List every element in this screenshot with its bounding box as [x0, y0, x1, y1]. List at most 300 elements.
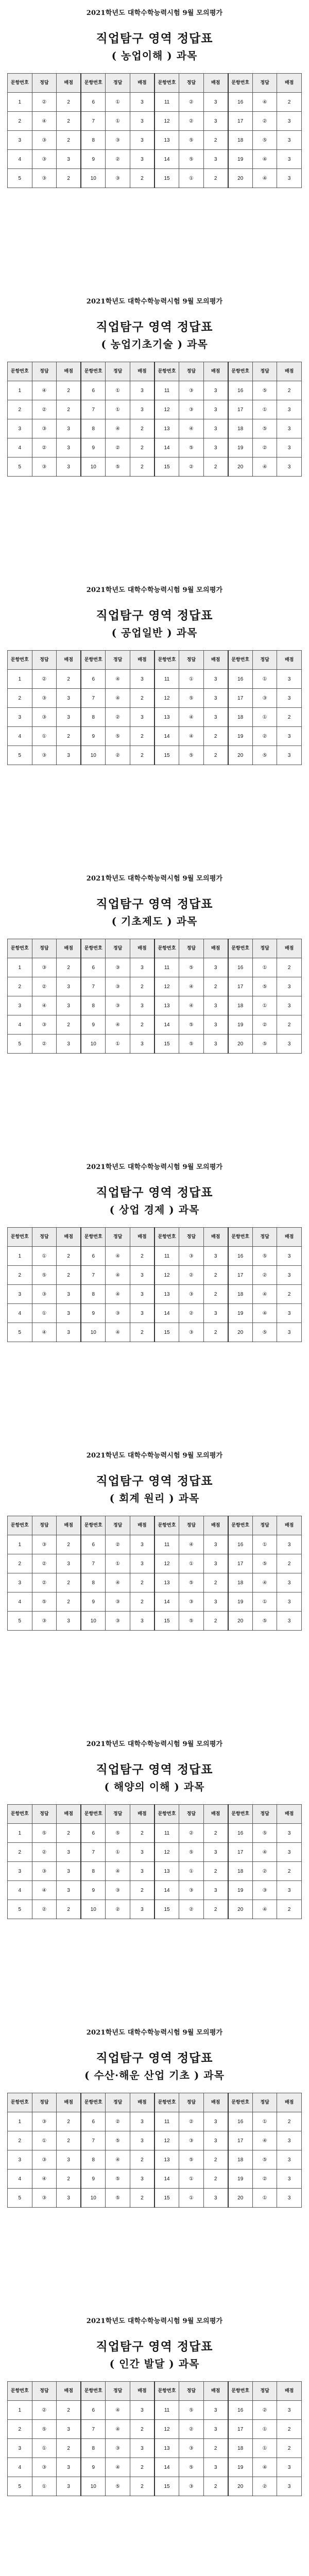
- answer-cell: ②: [179, 93, 204, 112]
- question-number: 17: [228, 977, 253, 996]
- points-cell: 2: [57, 958, 81, 977]
- answer-cell: ②: [179, 2112, 204, 2131]
- header-ans: 정답: [32, 1228, 57, 1247]
- question-number: 17: [228, 112, 253, 131]
- points-cell: 3: [57, 1304, 81, 1323]
- header-pts: 배점: [203, 1805, 228, 1824]
- header-pts: 배점: [203, 74, 228, 93]
- points-cell: 3: [57, 419, 81, 438]
- answer-cell: ⑤: [106, 457, 130, 477]
- table-row: [8, 2189, 302, 2208]
- header-pts: 배점: [57, 651, 81, 670]
- header-pts: 배점: [277, 2382, 302, 2401]
- question-number: 5: [8, 457, 32, 477]
- question-number: 4: [8, 2170, 32, 2189]
- question-number: 14: [154, 1304, 179, 1323]
- section-title: 직업탐구 영역 정답표: [96, 608, 213, 622]
- points-cell: 2: [277, 1900, 302, 1919]
- exam-name: 2021학년도 대학수학능력시험 9월 모의평가: [86, 1452, 223, 1460]
- question-number: 17: [228, 400, 253, 419]
- answer-cell: ③: [106, 131, 130, 150]
- answer-cell: ②: [106, 746, 130, 765]
- table-row: [8, 2477, 302, 2496]
- points-cell: 2: [130, 1573, 154, 1592]
- points-cell: 2: [57, 112, 81, 131]
- answer-cell: ④: [252, 1285, 277, 1304]
- header-num: 문항번호: [228, 651, 253, 670]
- answer-cell: ②: [106, 150, 130, 169]
- table-row: [8, 131, 302, 150]
- answer-cell: ①: [252, 1535, 277, 1554]
- points-cell: 3: [277, 2189, 302, 2208]
- section-title: 직업탐구 영역 정답표: [96, 1185, 213, 1199]
- answer-section: [0, 577, 309, 866]
- question-number: 13: [154, 708, 179, 727]
- points-cell: 3: [130, 400, 154, 419]
- points-cell: 3: [277, 457, 302, 477]
- points-cell: 3: [277, 131, 302, 150]
- question-number: 1: [8, 1824, 32, 1843]
- points-cell: 2: [57, 1015, 81, 1035]
- header-pts: 배점: [57, 74, 81, 93]
- exam-name: 2021학년도 대학수학능력시험 9월 모의평가: [86, 1740, 223, 1748]
- header-num: 문항번호: [228, 2093, 253, 2112]
- answer-cell: ③: [32, 1612, 57, 1631]
- question-number: 11: [154, 93, 179, 112]
- question-number: 2: [8, 400, 32, 419]
- points-cell: 3: [277, 1266, 302, 1285]
- header-num: 문항번호: [228, 939, 253, 958]
- question-number: 2: [8, 1554, 32, 1573]
- question-number: 4: [8, 438, 32, 457]
- header-pts: 배점: [130, 1805, 154, 1824]
- points-cell: 2: [277, 381, 302, 400]
- answer-section: [0, 866, 309, 1154]
- answer-cell: ①: [252, 2420, 277, 2439]
- exam-name: 2021학년도 대학수학능력시험 9월 모의평가: [86, 875, 223, 883]
- question-number: 13: [154, 2150, 179, 2170]
- header-num: 문항번호: [8, 362, 32, 381]
- header-num: 문항번호: [8, 939, 32, 958]
- table-row: [8, 112, 302, 131]
- points-cell: 3: [203, 958, 228, 977]
- header-ans: 정답: [106, 74, 130, 93]
- answer-section: [0, 1154, 309, 1443]
- header-ans: 정답: [252, 2382, 277, 2401]
- table-row: [8, 2458, 302, 2477]
- answer-cell: ②: [252, 2477, 277, 2496]
- points-cell: 2: [203, 2170, 228, 2189]
- header-ans: 정답: [32, 1516, 57, 1535]
- subject-name: ( 농업이해 ) 과목: [111, 49, 198, 62]
- points-cell: 3: [277, 1573, 302, 1592]
- question-number: 2: [8, 1843, 32, 1862]
- answer-cell: ①: [179, 2170, 204, 2189]
- question-number: 8: [81, 1285, 106, 1304]
- points-cell: 3: [130, 2170, 154, 2189]
- question-number: 10: [81, 1612, 106, 1631]
- header-ans: 정답: [106, 2382, 130, 2401]
- header-pts: 배점: [130, 2382, 154, 2401]
- answer-cell: ⑤: [252, 1323, 277, 1342]
- question-number: 5: [8, 1900, 32, 1919]
- header-ans: 정답: [32, 651, 57, 670]
- points-cell: 2: [277, 2112, 302, 2131]
- table-row: [8, 457, 302, 477]
- answer-cell: ③: [106, 169, 130, 188]
- question-number: 19: [228, 1015, 253, 1035]
- question-number: 10: [81, 2189, 106, 2208]
- answer-cell: ①: [106, 93, 130, 112]
- table-row: [8, 1900, 302, 1919]
- header-pts: 배점: [57, 939, 81, 958]
- answer-cell: ④: [179, 727, 204, 746]
- header-num: 문항번호: [8, 1805, 32, 1824]
- question-number: 15: [154, 2189, 179, 2208]
- points-cell: 3: [277, 169, 302, 188]
- points-cell: 3: [277, 1612, 302, 1631]
- question-number: 17: [228, 1843, 253, 1862]
- answer-cell: ④: [106, 2401, 130, 2420]
- answer-cell: ④: [106, 2458, 130, 2477]
- answer-cell: ⑤: [252, 1247, 277, 1266]
- question-number: 15: [154, 457, 179, 477]
- answer-cell: ④: [106, 2420, 130, 2439]
- table-row: [8, 169, 302, 188]
- answer-cell: ②: [32, 1573, 57, 1592]
- answer-cell: ①: [179, 2189, 204, 2208]
- points-cell: 3: [277, 2401, 302, 2420]
- points-cell: 2: [277, 708, 302, 727]
- question-number: 14: [154, 2170, 179, 2189]
- points-cell: 3: [130, 996, 154, 1015]
- answer-cell: ③: [106, 1612, 130, 1631]
- points-cell: 3: [203, 93, 228, 112]
- answer-cell: ④: [106, 1573, 130, 1592]
- points-cell: 2: [130, 1247, 154, 1266]
- points-cell: 3: [277, 1881, 302, 1900]
- answer-cell: ②: [32, 400, 57, 419]
- header-ans: 정답: [179, 651, 204, 670]
- question-number: 15: [154, 169, 179, 188]
- question-number: 11: [154, 670, 179, 689]
- header-pts: 배점: [203, 2382, 228, 2401]
- header-ans: 정답: [252, 1805, 277, 1824]
- table-row: [8, 1323, 302, 1342]
- answer-table: [7, 362, 302, 477]
- answer-section: [0, 1443, 309, 1731]
- header-pts: 배점: [57, 2382, 81, 2401]
- answer-cell: ⑤: [179, 1612, 204, 1631]
- points-cell: 3: [130, 93, 154, 112]
- header-ans: 정답: [106, 939, 130, 958]
- question-number: 6: [81, 670, 106, 689]
- answer-table: [7, 2093, 302, 2208]
- points-cell: 2: [277, 2420, 302, 2439]
- table-row: [8, 93, 302, 112]
- answer-section: [0, 1731, 309, 2020]
- question-number: 17: [228, 2131, 253, 2150]
- header-pts: 배점: [203, 362, 228, 381]
- points-cell: 3: [203, 2189, 228, 2208]
- points-cell: 3: [277, 1535, 302, 1554]
- question-number: 8: [81, 1573, 106, 1592]
- question-number: 4: [8, 150, 32, 169]
- question-number: 7: [81, 1266, 106, 1285]
- points-cell: 3: [57, 977, 81, 996]
- points-cell: 2: [203, 727, 228, 746]
- question-number: 13: [154, 1573, 179, 1592]
- question-number: 16: [228, 958, 253, 977]
- question-number: 17: [228, 689, 253, 708]
- answer-cell: ①: [32, 727, 57, 746]
- answer-cell: ②: [252, 1862, 277, 1881]
- question-number: 14: [154, 438, 179, 457]
- answer-cell: ⑤: [32, 1824, 57, 1843]
- answer-cell: ③: [32, 2189, 57, 2208]
- header-num: 문항번호: [8, 1516, 32, 1535]
- question-number: 3: [8, 131, 32, 150]
- answer-cell: ③: [106, 958, 130, 977]
- header-pts: 배점: [203, 939, 228, 958]
- points-cell: 3: [130, 1900, 154, 1919]
- question-number: 19: [228, 2458, 253, 2477]
- points-cell: 3: [203, 996, 228, 1015]
- table-row: [8, 746, 302, 765]
- points-cell: 2: [57, 2170, 81, 2189]
- answer-cell: ⑤: [252, 977, 277, 996]
- header-num: 문항번호: [154, 362, 179, 381]
- question-number: 4: [8, 1592, 32, 1612]
- answer-cell: ③: [32, 1285, 57, 1304]
- points-cell: 2: [130, 689, 154, 708]
- question-number: 12: [154, 400, 179, 419]
- question-number: 8: [81, 2439, 106, 2458]
- question-number: 8: [81, 708, 106, 727]
- question-number: 9: [81, 1015, 106, 1035]
- points-cell: 2: [130, 1015, 154, 1035]
- points-cell: 3: [277, 1247, 302, 1266]
- points-cell: 3: [277, 727, 302, 746]
- points-cell: 3: [130, 670, 154, 689]
- header-pts: 배점: [130, 362, 154, 381]
- table-row: [8, 2420, 302, 2439]
- answer-cell: ①: [106, 381, 130, 400]
- question-number: 8: [81, 996, 106, 1015]
- question-number: 19: [228, 727, 253, 746]
- question-number: 8: [81, 131, 106, 150]
- points-cell: 3: [57, 1862, 81, 1881]
- points-cell: 3: [203, 1843, 228, 1862]
- points-cell: 2: [130, 438, 154, 457]
- question-number: 12: [154, 689, 179, 708]
- points-cell: 3: [57, 457, 81, 477]
- question-number: 20: [228, 746, 253, 765]
- points-cell: 3: [57, 1554, 81, 1573]
- header-num: 문항번호: [154, 2093, 179, 2112]
- section-title: 직업탐구 영역 정답표: [96, 1762, 213, 1776]
- question-number: 11: [154, 381, 179, 400]
- question-number: 16: [228, 2401, 253, 2420]
- points-cell: 3: [57, 438, 81, 457]
- header-ans: 정답: [32, 74, 57, 93]
- points-cell: 3: [203, 419, 228, 438]
- question-number: 13: [154, 2439, 179, 2458]
- points-cell: 3: [203, 1247, 228, 1266]
- header-ans: 정답: [32, 1805, 57, 1824]
- answer-cell: ⑤: [179, 689, 204, 708]
- header-ans: 정답: [252, 651, 277, 670]
- table-header-row: [8, 651, 302, 670]
- answer-cell: ①: [32, 2477, 57, 2496]
- points-cell: 2: [130, 2420, 154, 2439]
- header-ans: 정답: [32, 362, 57, 381]
- question-number: 4: [8, 1881, 32, 1900]
- table-row: [8, 1304, 302, 1323]
- points-cell: 2: [57, 169, 81, 188]
- answer-cell: ③: [179, 1881, 204, 1900]
- table-row: [8, 1035, 302, 1054]
- points-cell: 2: [203, 2477, 228, 2496]
- answer-cell: ③: [179, 1285, 204, 1304]
- answer-cell: ③: [179, 1592, 204, 1612]
- points-cell: 3: [57, 1323, 81, 1342]
- answer-cell: ①: [252, 996, 277, 1015]
- answer-cell: ④: [106, 1862, 130, 1881]
- table-row: [8, 438, 302, 457]
- table-row: [8, 670, 302, 689]
- points-cell: 2: [277, 1862, 302, 1881]
- points-cell: 2: [57, 131, 81, 150]
- points-cell: 3: [203, 689, 228, 708]
- answer-cell: ⑤: [179, 1843, 204, 1862]
- question-number: 12: [154, 112, 179, 131]
- answer-cell: ②: [179, 1824, 204, 1843]
- header-num: 문항번호: [8, 74, 32, 93]
- header-ans: 정답: [106, 1805, 130, 1824]
- answer-cell: ⑤: [179, 1035, 204, 1054]
- question-number: 3: [8, 2439, 32, 2458]
- answer-cell: ①: [252, 708, 277, 727]
- question-number: 3: [8, 1862, 32, 1881]
- question-number: 5: [8, 2477, 32, 2496]
- table-row: [8, 958, 302, 977]
- question-number: 13: [154, 419, 179, 438]
- points-cell: 2: [57, 1535, 81, 1554]
- header-pts: 배점: [203, 2093, 228, 2112]
- question-number: 7: [81, 112, 106, 131]
- question-number: 6: [81, 381, 106, 400]
- points-cell: 3: [203, 1592, 228, 1612]
- answer-cell: ④: [32, 381, 57, 400]
- header-num: 문항번호: [8, 651, 32, 670]
- question-number: 5: [8, 169, 32, 188]
- header-num: 문항번호: [154, 651, 179, 670]
- points-cell: 2: [57, 1592, 81, 1612]
- table-header-row: [8, 362, 302, 381]
- answer-cell: ②: [106, 438, 130, 457]
- answer-cell: ①: [106, 1843, 130, 1862]
- answer-cell: ③: [32, 169, 57, 188]
- header-pts: 배점: [130, 651, 154, 670]
- section-title: 직업탐구 영역 정답표: [96, 320, 213, 334]
- header-pts: 배점: [277, 939, 302, 958]
- table-header-row: [8, 2382, 302, 2401]
- points-cell: 2: [57, 400, 81, 419]
- table-row: [8, 400, 302, 419]
- table-row: [8, 2112, 302, 2131]
- subject-name: ( 상업 경제 ) 과목: [109, 1204, 200, 1216]
- points-cell: 3: [277, 1843, 302, 1862]
- points-cell: 3: [203, 381, 228, 400]
- points-cell: 3: [130, 2131, 154, 2150]
- question-number: 13: [154, 131, 179, 150]
- answer-cell: ①: [179, 1554, 204, 1573]
- question-number: 16: [228, 1535, 253, 1554]
- header-pts: 배점: [277, 651, 302, 670]
- answer-cell: ②: [179, 1900, 204, 1919]
- answer-cell: ②: [179, 112, 204, 131]
- question-number: 5: [8, 1612, 32, 1631]
- answer-section: [0, 0, 309, 289]
- question-number: 9: [81, 438, 106, 457]
- subject-name: ( 수산·해운 산업 기초 ) 과목: [84, 2069, 225, 2081]
- points-cell: 2: [203, 977, 228, 996]
- header-pts: 배점: [57, 2093, 81, 2112]
- question-number: 7: [81, 400, 106, 419]
- answer-cell: ⑤: [252, 1612, 277, 1631]
- points-cell: 3: [57, 996, 81, 1015]
- question-number: 12: [154, 1843, 179, 1862]
- points-cell: 3: [130, 1035, 154, 1054]
- header-num: 문항번호: [81, 362, 106, 381]
- points-cell: 2: [57, 2439, 81, 2458]
- points-cell: 3: [130, 1535, 154, 1554]
- header-ans: 정답: [32, 939, 57, 958]
- answer-cell: ⑤: [106, 2131, 130, 2150]
- header-ans: 정답: [179, 939, 204, 958]
- answer-cell: ②: [32, 438, 57, 457]
- question-number: 3: [8, 1285, 32, 1304]
- answer-cell: ④: [179, 1535, 204, 1554]
- points-cell: 2: [277, 1285, 302, 1304]
- header-ans: 정답: [106, 362, 130, 381]
- table-row: [8, 708, 302, 727]
- table-header-row: [8, 1516, 302, 1535]
- answer-cell: ③: [32, 958, 57, 977]
- header-ans: 정답: [252, 2093, 277, 2112]
- header-pts: 배점: [277, 1228, 302, 1247]
- points-cell: 3: [57, 1035, 81, 1054]
- points-cell: 2: [57, 1900, 81, 1919]
- question-number: 12: [154, 2131, 179, 2150]
- answer-cell: ②: [32, 1900, 57, 1919]
- header-ans: 정답: [252, 939, 277, 958]
- points-cell: 3: [130, 1285, 154, 1304]
- answer-cell: ①: [252, 2189, 277, 2208]
- answer-cell: ④: [32, 112, 57, 131]
- question-number: 10: [81, 1035, 106, 1054]
- question-number: 3: [8, 708, 32, 727]
- points-cell: 3: [130, 1266, 154, 1285]
- points-cell: 2: [277, 1015, 302, 1035]
- table-row: [8, 1247, 302, 1266]
- question-number: 7: [81, 2131, 106, 2150]
- table-row: [8, 727, 302, 746]
- points-cell: 3: [277, 689, 302, 708]
- answer-cell: ④: [106, 689, 130, 708]
- answer-cell: ①: [106, 400, 130, 419]
